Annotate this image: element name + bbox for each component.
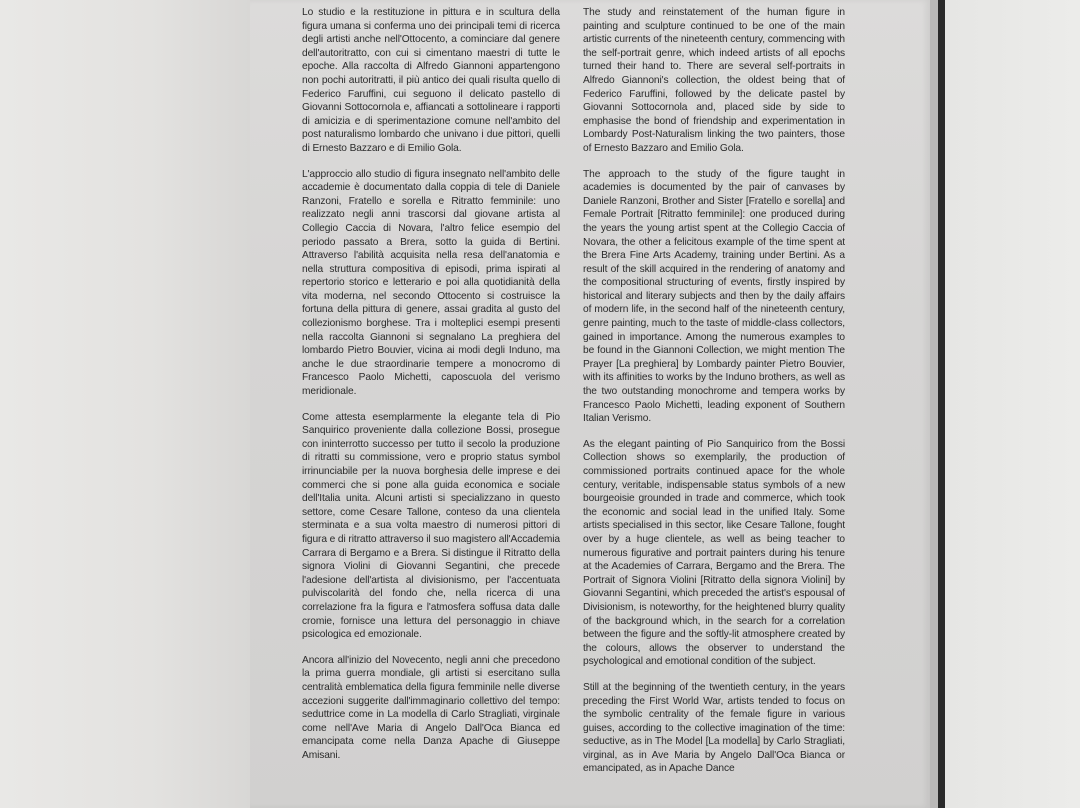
- italian-paragraph: Lo studio e la restituzione in pittura e in scultura della figura umana si conferma uno dei principali temi di ricerca degli artisti anche nell'Ottocento, a cominciare dal genere dell'autoritratto, con cui si cimentano maestri di tutte le epoche. Alla raccolta di Alfredo Giannoni appartengono non pochi autoritratti, il più antico dei quali risulta quello di Federico Faruffini, cui seguono il delicato pastello di Giovanni Sottocornola e, affiancati a sottolineare i rapporti di amicizia e di sperimentazione comune nell'ambito del post naturalismo lombardo che univano i due pittori, quelli di Ernesto Bazzaro e di Emilio Gola.: [302, 7, 560, 154]
- english-paragraph: The study and reinstatement of the human figure in painting and sculpture continued to be one of the main artistic currents of the nineteenth century, commencing with the self-portrait genre, which indeed artists of all epochs turned their hand to. There are several self-portraits in Alfredo Giannoni's collection, the oldest being that of Federico Faruffini, followed by the delicate pastel by Giovanni Sottocornola and, placed side by side to emphasise the bond of friendship and experimentation in Lombardy Post-Naturalism linking the two painters, those of Ernesto Bazzaro and Emilio Gola.: [583, 7, 845, 154]
- italian-paragraph: Ancora all'inizio del Novecento, negli anni che precedono la prima guerra mondiale, gli artisti si esercitano sulla centralità emblematica della figura femminile nelle diverse accezioni suggerite dall'immaginario collettivo del tempo: seduttrice come in La modella di Carlo Stragliati, virginale come nell'Ave Maria di Angelo Dall'Oca Bianca ed emancipata come nella Danza Apache di Giuseppe Amisani.: [302, 654, 560, 761]
- english-paragraph: Still at the beginning of the twentieth century, in the years preceding the First World War, artists tended to focus on the symbolic centrality of the female figure in various guises, according to the collective imagination of the time: seductive, as in The Model [La modella] by Carlo Stragliati, virginal, as in Ave Maria by Angelo Dall'Oca Bianca or emancipated, as in Apache Dance: [583, 681, 845, 775]
- italian-paragraph: L'approccio allo studio di figura insegnato nell'ambito delle accademie è documentato dalla coppia di tele di Daniele Ranzoni, Fratello e sorella e Ritratto femminile: uno realizzato negli anni trascorsi dal giovane artista al Collegio Caccia di Novara, l'altro felice esempio del periodo passato a Brera, sotto la guida di Bertini. Attraverso l'abilità acquisita nella resa dell'anatomia e nella struttura compositiva di episodi, prima ispirati al repertorio storico e letterario e poi alla quotidianità della vita moderna, nel secondo Ottocento si costruisce la fortuna della pittura di genere, assai gradita al gusto del collezionismo borghese. Tra i molteplici esempi presenti nella raccolta Giannoni si segnalano La preghiera del lombardo Pietro Bouvier, vicina ai modi degli Induno, ma anche le due straordinarie tempere a monocromo di Francesco Paolo Michetti, caposcuola del verismo meridionale.: [302, 168, 560, 398]
- italian-paragraph: Come attesta esemplarmente la elegante tela di Pio Sanquirico proveniente dalla collezione Bossi, prosegue con ininterrotto successo per tutto il secolo la produzione di ritratti su commissione, vero e proprio status symbol irrinunciabile per la nuova borghesia delle imprese e dei commerci che si pone alla guida economica e sociale dell'Italia unita. Alcuni artisti si specializzano in questo settore, come Cesare Tallone, conteso da una clientela sterminata e a sua volta maestro di numerosi pittori di figura e di ritratto attraverso il suo magistero all'Accademia Carrara di Bergamo e a Brera. Si distingue il Ritratto della signora Violini di Giovanni Segantini, che precede l'adesione dell'artista al divisionismo, per l'accentuata pulviscolarità del fondo che, nella ricerca di una correlazione fra la figura e l'atmosfera soffusa data dalle cromie, fornisce una lettura del personaggio in chiave psicologica ed emozionale.: [302, 411, 560, 641]
- italian-text-column: [302, 6, 560, 774]
- frame-bar: [938, 0, 945, 808]
- wall-left: [0, 0, 250, 808]
- english-paragraph: The approach to the study of the figure taught in academies is documented by the pair of canvases by Daniele Ranzoni, Brother and Sister [Fratello e sorella] and Female Portrait [Ritratto femminile]: one produced during the years the young artist spent at the Collegio Caccia of Novara, the other a felicitous example of the time spent at the Brera Fine Arts Academy, training under Bertini. As a result of the skill acquired in the rendering of anatomy and the compositional structuring of events, firstly inspired by historical and literary subjects and then by the daily affairs of modern life, in the second half of the nineteenth century, genre painting, much to the taste of middle-class collectors, gained in importance. Among the numerous examples to be found in the Giannoni Collection, we might mention The Prayer [La preghiera] by Lombardy painter Pietro Bouvier, with its affinities to works by the Induno brothers, as well as the two outstanding monochrome and tempera works by Francesco Paolo Michetti, leading exponent of Southern Italian Verismo.: [583, 168, 845, 425]
- panel-edge: [930, 0, 938, 808]
- english-paragraph: As the elegant painting of Pio Sanquirico from the Bossi Collection shows so exemplarily, the production of commissioned portraits continued apace for the whole century, veritable, indispensable status symbols of a new bourgeoisie grounded in trade and commerce, which took the economic and social lead in the unified Italy. Some artists specialised in this sector, like Cesare Tallone, fought over by a huge clientele, as well as being teacher to numerous figurative and portrait painters during his tenure at the Academies of Carrara, Bergamo and the Brera. The Portrait of Signora Violini [Ritratto della signora Violini] by Giovanni Segantini, which preceded the artist's espousal of Divisionism, is noteworthy, for the heightened blurry quality of the background which, in the search for a correlation between the figure and the softly-lit atmosphere created by the colours, allows the observer to understand the psychological and emotional condition of the subject.: [583, 438, 845, 668]
- english-text-column: [583, 6, 845, 788]
- wall-right: [945, 0, 1080, 808]
